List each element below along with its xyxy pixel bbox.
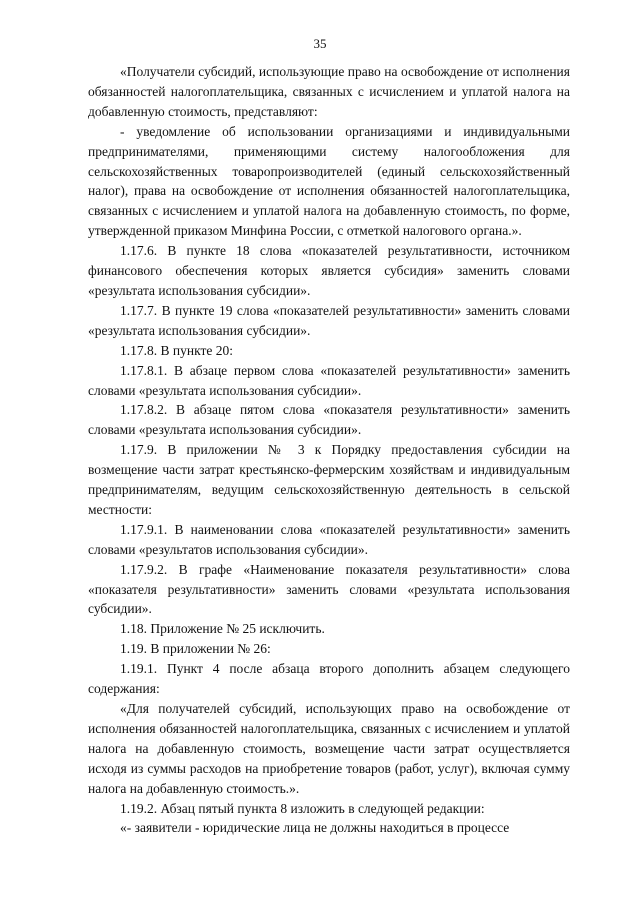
paragraph: «Для получателей субсидий, использующих право на освобождение от исполнения обязанностей налогоплательщика, связанных с исчислением и уплатой налога на добавленную стоимость, возмещение части затрат осуществляется исходя из суммы расходов на приобретение товаров (работ, услуг), включая сумму налога на добавленную стоимость.». [88,701,570,796]
paragraph: - уведомление об использовании организациями и индивидуальными предпринимателями, применяющими систему налогообложения для сельскохозяйственных товаропроизводителей (единый сельскохозяйственный налог), права на освобождение от исполнения обязанностей налогоплательщика, связанных с исчислением и уплатой налога на добавленную стоимость, по форме, утвержденной приказом Минфина России, с отметкой налогового органа.». [88,123,570,239]
paragraph: «Получатели субсидий, использующие право на освобождение от исполнения обязанностей налогоплательщика, связанных с исчислением и уплатой налога на добавленную стоимость, представляют: [88,64,570,119]
paragraph: 1.19.1. Пункт 4 после абзаца второго дополнить абзацем следующего содержания: [88,661,570,697]
paragraph: 1.19. В приложении № 26: [120,641,271,657]
paragraph: «- заявители - юридические лица не должны находиться в процессе [120,820,510,836]
paragraph: 1.17.9.2. В графе «Наименование показателя результативности» слова «показателя результативности» заменить словами «результата использования субсидии». [88,561,570,617]
paragraph: 1.17.8.2. В абзаце пятом слова «показателя результативности» заменить словами «результата использования субсидии». [88,402,570,438]
paragraph: 1.17.9.1. В наименовании слова «показателей результативности» заменить словами «результатов использования субсидии». [88,521,570,557]
paragraph: 1.19.2. Абзац пятый пункта 8 изложить в следующей редакции: [120,800,485,816]
paragraph: 1.17.7. В пункте 19 слова «показателей результативности» заменить словами «результата использования субсидии». [88,302,570,338]
paragraph: 1.17.8.1. В абзаце первом слова «показателей результативности» заменить словами «результата использования субсидии». [88,362,570,398]
paragraph: 1.17.6. В пункте 18 слова «показателей результативности, источником финансового обеспечения которых является субсидия» заменить словами «результата использования субсидии». [88,243,570,298]
paragraph: 1.17.9. В приложении № 3 к Порядку предоставления субсидии на возмещение части затрат крестьянско-фермерским хозяйствам и индивидуальным предпринимателям, ведущим сельскохозяйственную деятельность в сельской местности: [88,442,570,517]
paragraph: 1.17.8. В пункте 20: [120,342,233,358]
paragraph: 1.18. Приложение № 25 исключить. [120,621,325,637]
page-number: 35 [313,36,327,51]
document-body [88,62,570,838]
